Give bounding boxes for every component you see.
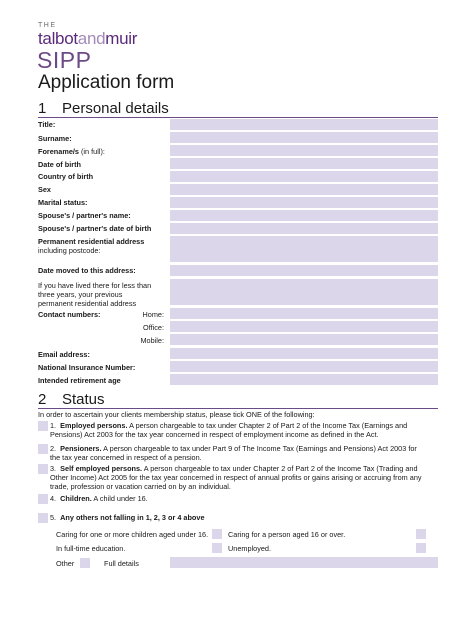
section-2-number: 2 [38,391,47,408]
option-1: 1. Employed persons. A person chargeable to tax under Chapter 2 of Part 2 of the Income Tax (Earnings and Pensions) Act 2003 for the tax year concerned in respect of employment income as defined in the Act. [50,421,408,439]
option-2-checkbox[interactable] [38,444,48,454]
unemployed-label: Unemployed. [228,544,271,553]
option-1-checkbox[interactable] [38,421,48,431]
home-phone-field[interactable] [170,308,438,319]
other-checkbox[interactable] [80,558,90,568]
caring-person-label: Caring for a person aged 16 or over. [228,530,346,539]
spouse-dob-field[interactable] [170,223,438,234]
dob-field[interactable] [170,158,438,169]
section-1-heading [38,100,169,117]
section-2-title: Status [62,391,105,408]
spouse-dob-label: Spouse's / partner's date of birth [38,224,152,233]
education-label: In full-time education. [56,544,126,553]
status-intro: In order to ascertain your clients membership status, please tick ONE of the following: [38,410,315,419]
email-field[interactable] [170,348,438,359]
sex-label: Sex [38,185,51,194]
contact-label: Contact numbers: [38,310,101,319]
country-field[interactable] [170,171,438,182]
email-label: Email address: [38,350,90,359]
other-label: Other [56,559,75,568]
address-field[interactable] [170,236,438,262]
caring-children-label: Caring for one or more children aged under 16. [56,530,209,539]
option-5: 5. Any others not falling in 1, 2, 3 or 4 above [50,513,205,522]
section-1-title: Personal details [62,100,169,117]
option-2: 2. Pensioners. A person chargeable to tax under Part 9 of The Income Tax (Earnings and Pensions) Act 2003 for the tax year concerned in respect of a pension. [50,444,417,462]
logo-product: SIPP [37,47,92,73]
mobile-phone-field[interactable] [170,334,438,345]
title-label: Title: [38,120,56,129]
education-checkbox[interactable] [212,543,222,553]
previous-address-field[interactable] [170,279,438,305]
caring-children-checkbox[interactable] [212,529,222,539]
office-label: Office: [143,323,164,332]
address-label: Permanent residential address including postcode: [38,237,145,255]
logo-brand-muir: muir [105,29,138,48]
section-2-heading [38,391,105,408]
date-moved-label: Date moved to this address: [38,266,136,275]
retirement-label: Intended retirement age [38,376,121,385]
ni-label: National Insurance Number: [38,363,136,372]
office-phone-field[interactable] [170,321,438,332]
marital-label: Marital status: [38,198,88,207]
previous-address-label: If you have lived there for less than three years, your previous permanent residential address [38,281,152,308]
section-2-rule [38,408,438,409]
option-4: 4. Children. A child under 16. [50,494,148,503]
page-title: Application form [38,72,175,93]
surname-field[interactable] [170,132,438,143]
spouse-name-label: Spouse's / partner's name: [38,211,131,220]
surname-label: Surname: [38,134,72,143]
dob-label: Date of birth [38,160,81,169]
date-moved-field[interactable] [170,265,438,276]
logo-brand-and: and [77,29,106,48]
forenames-label: Forename/s (in full): [38,147,105,156]
ni-field[interactable] [170,361,438,372]
option-3: 3. Self employed persons. A person chargeable to tax under Chapter 2 of Part 2 of the Income Tax (Trading and Other Income) Act 2005 for the tax year concerned in respect of annual profits or gains arising or accruing from any trade, profession or vacation carried on by an individual. [50,464,422,491]
logo-the: THE [38,22,57,29]
option-3-checkbox[interactable] [38,464,48,474]
country-label: Country of birth [38,172,94,181]
full-details-field[interactable] [170,557,438,568]
spouse-name-field[interactable] [170,210,438,221]
sex-field[interactable] [170,184,438,195]
option-4-checkbox[interactable] [38,494,48,504]
section-1-number: 1 [38,100,47,117]
unemployed-checkbox[interactable] [416,543,426,553]
mobile-label: Mobile: [140,336,164,345]
retirement-field[interactable] [170,374,438,385]
marital-field[interactable] [170,197,438,208]
logo-brand [38,29,137,49]
home-label: Home: [142,310,164,319]
caring-person-checkbox[interactable] [416,529,426,539]
section-1-rule [38,117,438,118]
logo-brand-talbot: talbot [38,29,78,48]
full-details-label: Full details [104,559,139,568]
option-5-checkbox[interactable] [38,513,48,523]
forenames-field[interactable] [170,145,438,156]
title-field[interactable] [170,119,438,130]
